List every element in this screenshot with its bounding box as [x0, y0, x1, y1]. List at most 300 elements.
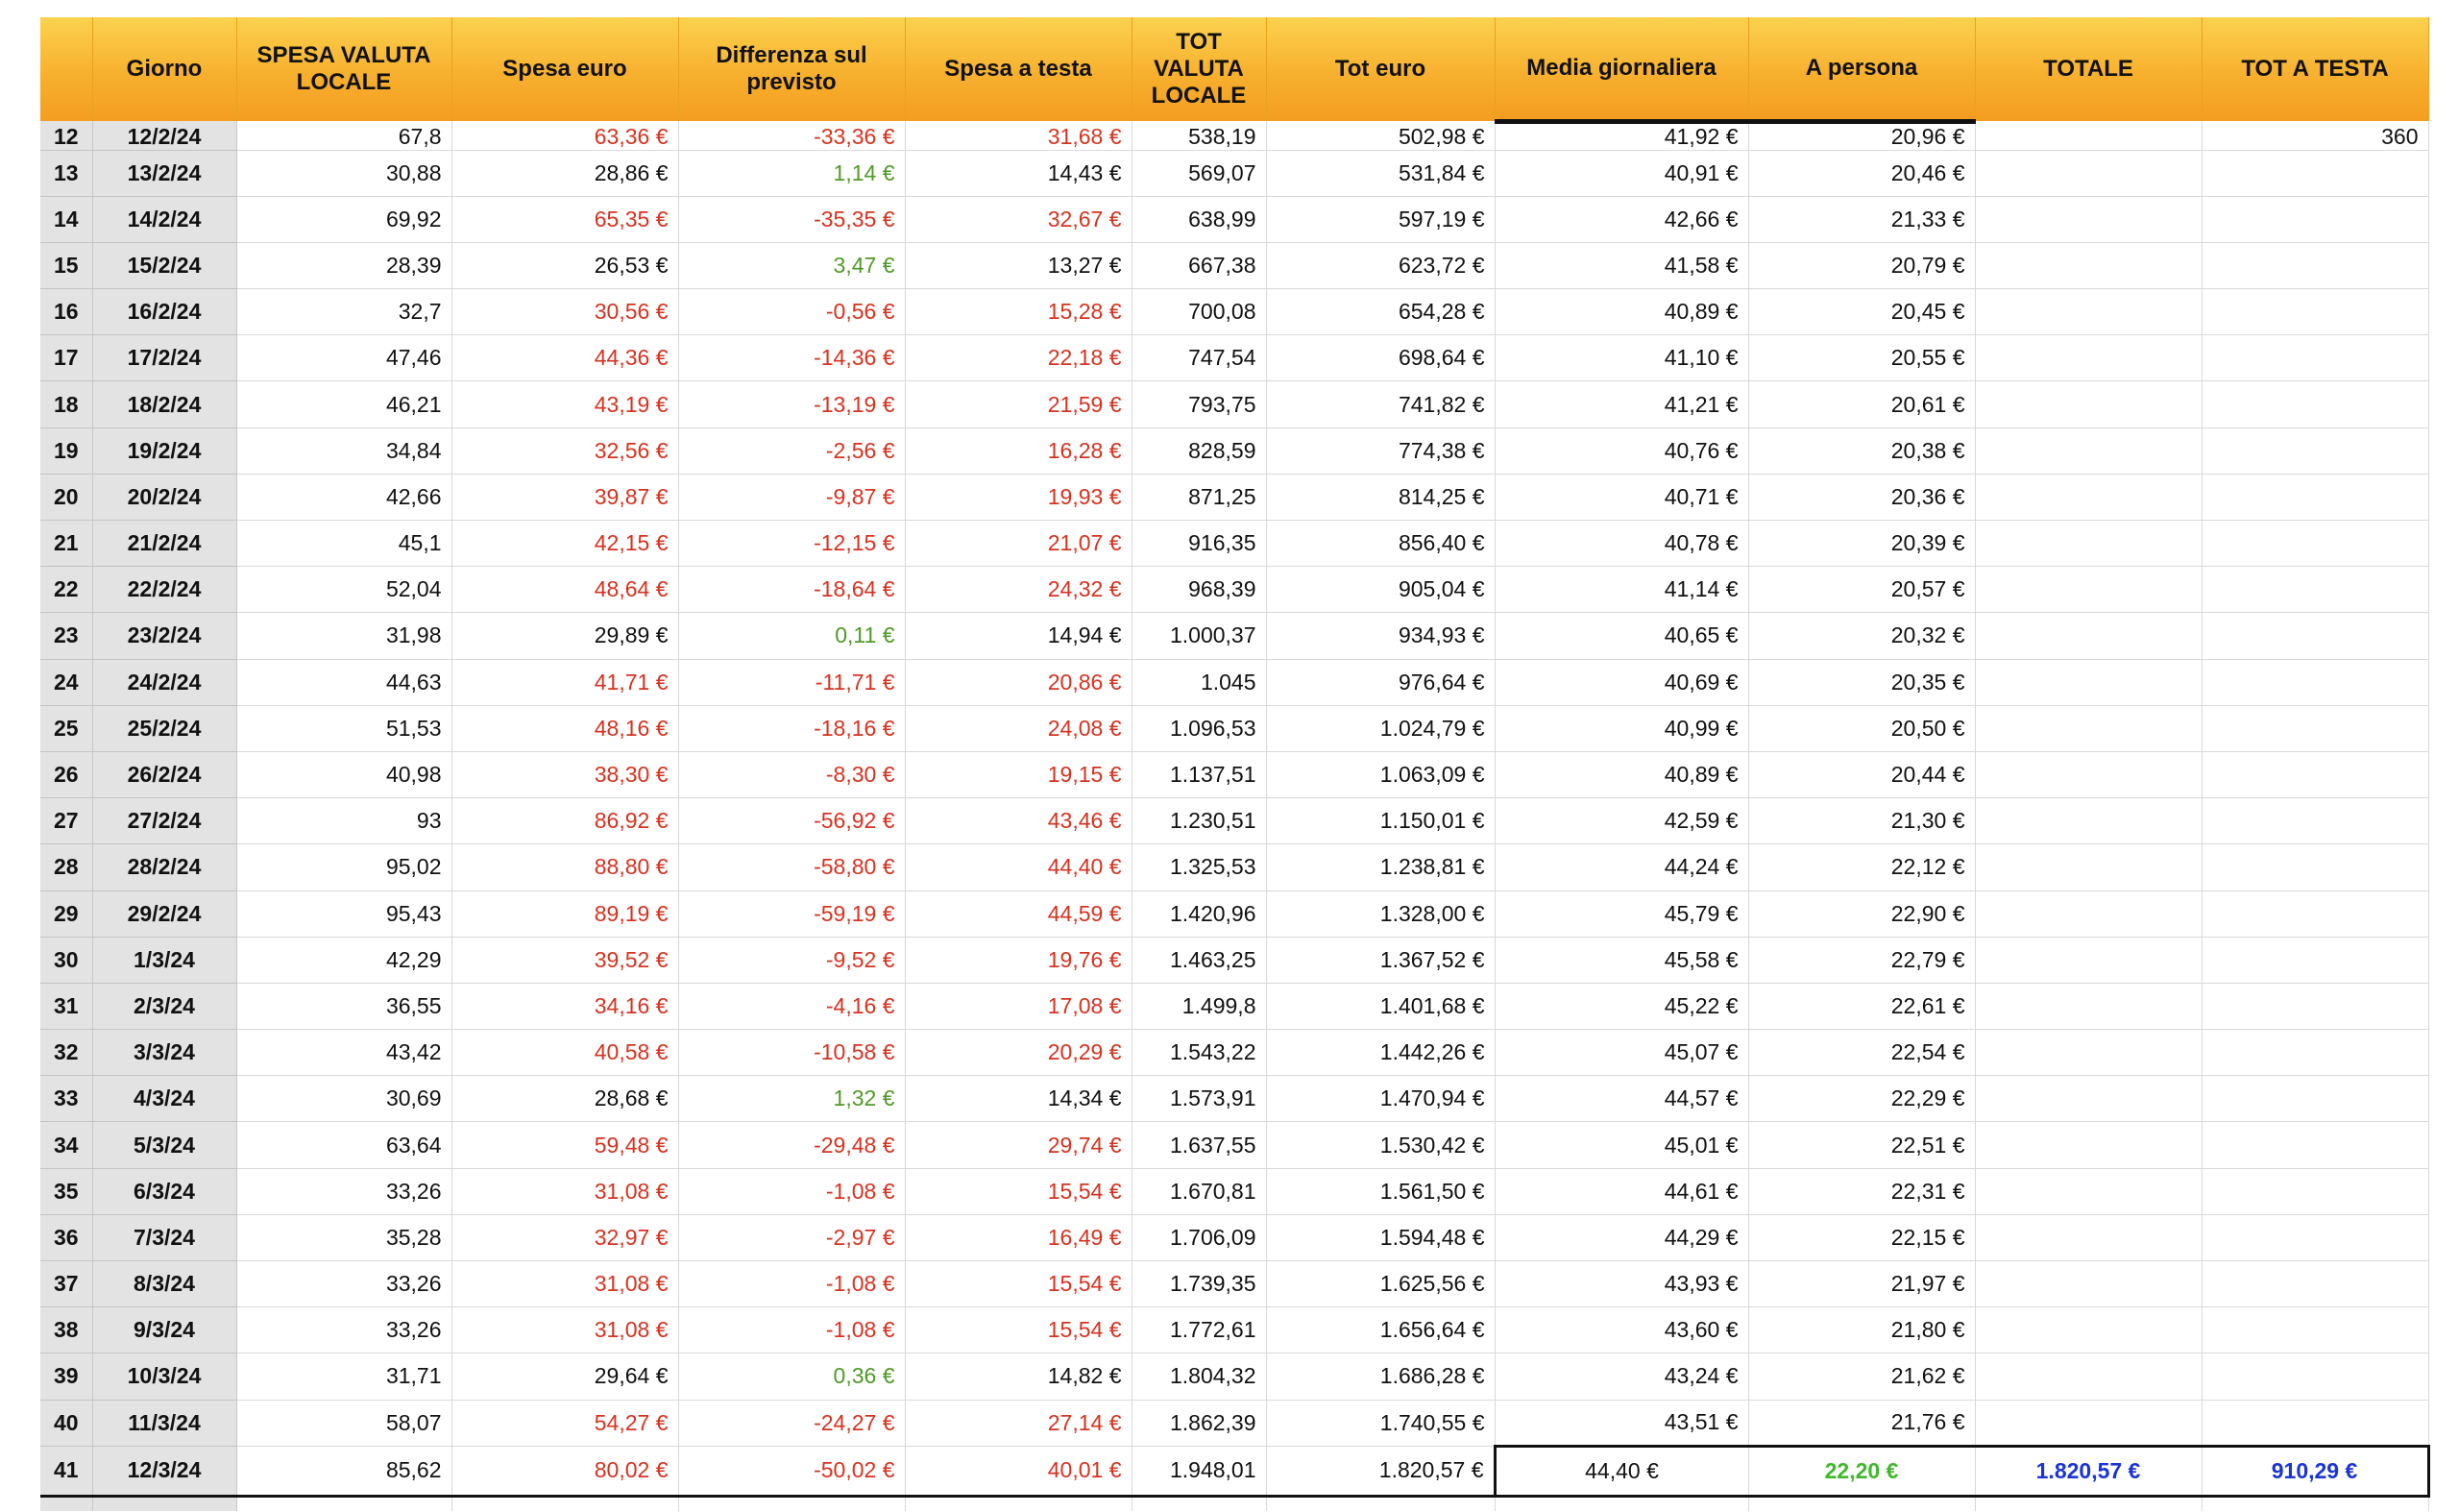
header-tot-euro[interactable]: Tot euro	[1266, 17, 1495, 121]
spesa-euro-cell[interactable]: 89,19 €	[451, 890, 678, 937]
tot-euro-cell[interactable]: 1.530,42 €	[1266, 1122, 1495, 1168]
row-number[interactable]: 19	[40, 427, 92, 474]
giorno-cell[interactable]: 12/3/24	[92, 1446, 236, 1496]
giorno-cell[interactable]: 23/2/24	[92, 613, 236, 659]
a-persona-cell[interactable]: 20,32 €	[1748, 613, 1975, 659]
empty-cell[interactable]	[1495, 1496, 1748, 1511]
spesa-euro-cell[interactable]: 29,89 €	[451, 613, 678, 659]
media-giornaliera-cell[interactable]: 41,14 €	[1495, 567, 1748, 613]
spesa-valuta-locale-cell[interactable]: 85,62	[236, 1446, 451, 1496]
spesa-euro-cell[interactable]: 28,86 €	[451, 150, 678, 196]
differenza-cell[interactable]: -56,92 €	[678, 798, 905, 844]
spesa-testa-cell[interactable]: 15,28 €	[905, 289, 1132, 335]
giorno-cell[interactable]: 5/3/24	[92, 1122, 236, 1168]
spesa-euro-cell[interactable]: 44,36 €	[451, 335, 678, 381]
tot-valuta-locale-cell[interactable]: 1.543,22	[1132, 1030, 1266, 1076]
totale-cell[interactable]	[1975, 1122, 2202, 1168]
giorno-cell[interactable]: 8/3/24	[92, 1261, 236, 1307]
empty-cell[interactable]	[40, 1496, 92, 1511]
a-persona-cell[interactable]: 22,54 €	[1748, 1030, 1975, 1076]
differenza-cell[interactable]: -8,30 €	[678, 751, 905, 797]
tot-a-testa-cell[interactable]	[2202, 1214, 2428, 1260]
row-number[interactable]: 14	[40, 196, 92, 242]
spesa-euro-cell[interactable]: 32,97 €	[451, 1214, 678, 1260]
media-giornaliera-cell[interactable]: 42,59 €	[1495, 798, 1748, 844]
spesa-testa-cell[interactable]: 15,54 €	[905, 1261, 1132, 1307]
giorno-cell[interactable]: 14/2/24	[92, 196, 236, 242]
tot-euro-cell[interactable]: 623,72 €	[1266, 242, 1495, 288]
differenza-cell[interactable]: -10,58 €	[678, 1030, 905, 1076]
spesa-testa-cell[interactable]: 32,67 €	[905, 196, 1132, 242]
header-spesa-euro[interactable]: Spesa euro	[451, 17, 678, 121]
differenza-cell[interactable]: 0,36 €	[678, 1353, 905, 1400]
spesa-testa-cell[interactable]: 14,34 €	[905, 1076, 1132, 1122]
spesa-testa-cell[interactable]: 44,59 €	[905, 890, 1132, 937]
spesa-euro-cell[interactable]: 28,68 €	[451, 1076, 678, 1122]
media-giornaliera-cell[interactable]: 40,89 €	[1495, 751, 1748, 797]
a-persona-cell[interactable]: 20,39 €	[1748, 521, 1975, 567]
row-number[interactable]: 31	[40, 983, 92, 1029]
spesa-valuta-locale-cell[interactable]: 33,26	[236, 1261, 451, 1307]
tot-valuta-locale-cell[interactable]: 1.325,53	[1132, 844, 1266, 890]
tot-a-testa-cell[interactable]	[2202, 427, 2428, 474]
spesa-euro-cell[interactable]: 31,08 €	[451, 1307, 678, 1353]
row-number[interactable]: 22	[40, 567, 92, 613]
spesa-valuta-locale-cell[interactable]: 47,46	[236, 335, 451, 381]
row-number[interactable]: 33	[40, 1076, 92, 1122]
totale-cell[interactable]	[1975, 983, 2202, 1029]
tot-valuta-locale-cell[interactable]: 1.637,55	[1132, 1122, 1266, 1168]
spesa-euro-cell[interactable]: 48,64 €	[451, 567, 678, 613]
totale-cell[interactable]	[1975, 1261, 2202, 1307]
totale-cell[interactable]	[1975, 242, 2202, 288]
tot-euro-cell[interactable]: 1.024,79 €	[1266, 705, 1495, 751]
a-persona-cell[interactable]: 21,97 €	[1748, 1261, 1975, 1307]
giorno-cell[interactable]: 19/2/24	[92, 427, 236, 474]
differenza-cell[interactable]: -58,80 €	[678, 844, 905, 890]
spesa-valuta-locale-cell[interactable]: 31,98	[236, 613, 451, 659]
tot-euro-cell[interactable]: 1.561,50 €	[1266, 1168, 1495, 1214]
tot-euro-cell[interactable]: 597,19 €	[1266, 196, 1495, 242]
a-persona-cell[interactable]: 20,45 €	[1748, 289, 1975, 335]
tot-a-testa-cell[interactable]	[2202, 567, 2428, 613]
spesa-testa-cell[interactable]: 19,15 €	[905, 751, 1132, 797]
row-number[interactable]: 26	[40, 751, 92, 797]
media-giornaliera-cell[interactable]: 41,10 €	[1495, 335, 1748, 381]
tot-euro-cell[interactable]: 1.401,68 €	[1266, 983, 1495, 1029]
header-tot-valuta-locale[interactable]: TOT VALUTA LOCALE	[1132, 17, 1266, 121]
totale-cell[interactable]	[1975, 196, 2202, 242]
spesa-valuta-locale-cell[interactable]: 30,69	[236, 1076, 451, 1122]
media-giornaliera-cell[interactable]: 45,22 €	[1495, 983, 1748, 1029]
media-giornaliera-cell[interactable]: 43,51 €	[1495, 1400, 1748, 1446]
tot-euro-cell[interactable]: 1.686,28 €	[1266, 1353, 1495, 1400]
spesa-euro-cell[interactable]: 59,48 €	[451, 1122, 678, 1168]
differenza-cell[interactable]: -1,08 €	[678, 1261, 905, 1307]
a-persona-cell[interactable]: 22,31 €	[1748, 1168, 1975, 1214]
spesa-testa-cell[interactable]: 16,49 €	[905, 1214, 1132, 1260]
giorno-cell[interactable]: 29/2/24	[92, 890, 236, 937]
tot-euro-cell[interactable]: 1.238,81 €	[1266, 844, 1495, 890]
tot-valuta-locale-cell[interactable]: 1.739,35	[1132, 1261, 1266, 1307]
differenza-cell[interactable]: 0,11 €	[678, 613, 905, 659]
empty-cell[interactable]	[905, 1496, 1132, 1511]
spesa-testa-cell[interactable]: 31,68 €	[905, 121, 1132, 150]
tot-valuta-locale-cell[interactable]: 1.420,96	[1132, 890, 1266, 937]
totale-cell[interactable]	[1975, 521, 2202, 567]
differenza-cell[interactable]: -9,87 €	[678, 474, 905, 520]
spesa-euro-cell[interactable]: 86,92 €	[451, 798, 678, 844]
row-number[interactable]: 21	[40, 521, 92, 567]
tot-euro-cell[interactable]: 654,28 €	[1266, 289, 1495, 335]
tot-a-testa-cell[interactable]: 360	[2202, 121, 2428, 150]
a-persona-cell[interactable]: 21,33 €	[1748, 196, 1975, 242]
empty-cell[interactable]	[451, 1496, 678, 1511]
a-persona-cell[interactable]: 22,61 €	[1748, 983, 1975, 1029]
totale-cell[interactable]	[1975, 121, 2202, 150]
spesa-euro-cell[interactable]: 26,53 €	[451, 242, 678, 288]
row-number[interactable]: 28	[40, 844, 92, 890]
tot-euro-cell[interactable]: 502,98 €	[1266, 121, 1495, 150]
spesa-valuta-locale-cell[interactable]: 51,53	[236, 705, 451, 751]
totale-cell[interactable]	[1975, 1214, 2202, 1260]
differenza-cell[interactable]: -35,35 €	[678, 196, 905, 242]
giorno-cell[interactable]: 24/2/24	[92, 659, 236, 705]
header-media-giornaliera[interactable]: Media giornaliera	[1495, 17, 1748, 121]
spesa-testa-cell[interactable]: 14,43 €	[905, 150, 1132, 196]
row-number[interactable]: 24	[40, 659, 92, 705]
media-giornaliera-cell[interactable]: 44,57 €	[1495, 1076, 1748, 1122]
spesa-valuta-locale-cell[interactable]: 58,07	[236, 1400, 451, 1446]
tot-euro-cell[interactable]: 934,93 €	[1266, 613, 1495, 659]
spesa-euro-cell[interactable]: 80,02 €	[451, 1446, 678, 1496]
tot-a-testa-cell[interactable]	[2202, 1353, 2428, 1400]
spesa-euro-cell[interactable]: 39,87 €	[451, 474, 678, 520]
spesa-valuta-locale-cell[interactable]: 95,43	[236, 890, 451, 937]
spesa-euro-cell[interactable]: 43,19 €	[451, 381, 678, 427]
spesa-testa-cell[interactable]: 27,14 €	[905, 1400, 1132, 1446]
header-spesa-valuta-locale[interactable]: SPESA VALUTA LOCALE	[236, 17, 451, 121]
spesa-valuta-locale-cell[interactable]: 32,7	[236, 289, 451, 335]
spesa-valuta-locale-cell[interactable]: 28,39	[236, 242, 451, 288]
spesa-valuta-locale-cell[interactable]: 34,84	[236, 427, 451, 474]
row-number[interactable]: 40	[40, 1400, 92, 1446]
differenza-cell[interactable]: -29,48 €	[678, 1122, 905, 1168]
spesa-euro-cell[interactable]: 29,64 €	[451, 1353, 678, 1400]
tot-valuta-locale-cell[interactable]: 1.137,51	[1132, 751, 1266, 797]
differenza-cell[interactable]: -18,64 €	[678, 567, 905, 613]
media-giornaliera-cell[interactable]: 41,58 €	[1495, 242, 1748, 288]
tot-euro-cell[interactable]: 976,64 €	[1266, 659, 1495, 705]
tot-valuta-locale-cell[interactable]: 871,25	[1132, 474, 1266, 520]
tot-euro-cell[interactable]: 1.625,56 €	[1266, 1261, 1495, 1307]
giorno-cell[interactable]: 2/3/24	[92, 983, 236, 1029]
row-number[interactable]: 15	[40, 242, 92, 288]
tot-euro-cell[interactable]: 1.820,57 €	[1266, 1446, 1495, 1496]
tot-a-testa-cell[interactable]	[2202, 798, 2428, 844]
spesa-testa-cell[interactable]: 44,40 €	[905, 844, 1132, 890]
spesa-valuta-locale-cell[interactable]: 36,55	[236, 983, 451, 1029]
media-giornaliera-cell[interactable]: 40,65 €	[1495, 613, 1748, 659]
empty-cell[interactable]	[236, 1496, 451, 1511]
media-giornaliera-cell[interactable]: 40,91 €	[1495, 150, 1748, 196]
giorno-cell[interactable]: 4/3/24	[92, 1076, 236, 1122]
media-giornaliera-cell[interactable]: 43,24 €	[1495, 1353, 1748, 1400]
tot-euro-cell[interactable]: 1.740,55 €	[1266, 1400, 1495, 1446]
differenza-cell[interactable]: -1,08 €	[678, 1168, 905, 1214]
row-number[interactable]: 17	[40, 335, 92, 381]
tot-valuta-locale-cell[interactable]: 1.772,61	[1132, 1307, 1266, 1353]
a-persona-cell[interactable]: 22,15 €	[1748, 1214, 1975, 1260]
spesa-valuta-locale-cell[interactable]: 93	[236, 798, 451, 844]
spesa-euro-cell[interactable]: 31,08 €	[451, 1261, 678, 1307]
tot-euro-cell[interactable]: 905,04 €	[1266, 567, 1495, 613]
differenza-cell[interactable]: -4,16 €	[678, 983, 905, 1029]
tot-euro-cell[interactable]: 856,40 €	[1266, 521, 1495, 567]
giorno-cell[interactable]: 9/3/24	[92, 1307, 236, 1353]
spesa-testa-cell[interactable]: 21,59 €	[905, 381, 1132, 427]
totale-cell[interactable]: 1.820,57 €	[1975, 1446, 2202, 1496]
media-giornaliera-cell[interactable]: 40,89 €	[1495, 289, 1748, 335]
tot-a-testa-cell[interactable]	[2202, 890, 2428, 937]
row-number[interactable]: 34	[40, 1122, 92, 1168]
media-giornaliera-cell[interactable]: 40,99 €	[1495, 705, 1748, 751]
spesa-euro-cell[interactable]: 40,58 €	[451, 1030, 678, 1076]
totale-cell[interactable]	[1975, 937, 2202, 983]
header-giorno[interactable]: Giorno	[92, 17, 236, 121]
row-number[interactable]: 25	[40, 705, 92, 751]
media-giornaliera-cell[interactable]: 43,93 €	[1495, 1261, 1748, 1307]
empty-cell[interactable]	[1132, 1496, 1266, 1511]
differenza-cell[interactable]: -24,27 €	[678, 1400, 905, 1446]
differenza-cell[interactable]: -14,36 €	[678, 335, 905, 381]
totale-cell[interactable]	[1975, 659, 2202, 705]
spesa-euro-cell[interactable]: 31,08 €	[451, 1168, 678, 1214]
giorno-cell[interactable]: 6/3/24	[92, 1168, 236, 1214]
row-number[interactable]: 12	[40, 121, 92, 150]
giorno-cell[interactable]: 25/2/24	[92, 705, 236, 751]
tot-valuta-locale-cell[interactable]: 1.948,01	[1132, 1446, 1266, 1496]
row-number[interactable]: 41	[40, 1446, 92, 1496]
spesa-valuta-locale-cell[interactable]: 44,63	[236, 659, 451, 705]
giorno-cell[interactable]: 15/2/24	[92, 242, 236, 288]
tot-a-testa-cell[interactable]	[2202, 983, 2428, 1029]
media-giornaliera-cell[interactable]: 45,79 €	[1495, 890, 1748, 937]
tot-valuta-locale-cell[interactable]: 1.706,09	[1132, 1214, 1266, 1260]
tot-euro-cell[interactable]: 1.150,01 €	[1266, 798, 1495, 844]
header-totale[interactable]: TOTALE	[1975, 17, 2202, 121]
giorno-cell[interactable]: 21/2/24	[92, 521, 236, 567]
a-persona-cell[interactable]: 22,90 €	[1748, 890, 1975, 937]
giorno-cell[interactable]: 27/2/24	[92, 798, 236, 844]
empty-cell[interactable]	[92, 1496, 236, 1511]
a-persona-cell[interactable]: 21,62 €	[1748, 1353, 1975, 1400]
header-differenza[interactable]: Differenza sul previsto	[678, 17, 905, 121]
spesa-testa-cell[interactable]: 20,29 €	[905, 1030, 1132, 1076]
a-persona-cell[interactable]: 21,76 €	[1748, 1400, 1975, 1446]
spesa-valuta-locale-cell[interactable]: 42,29	[236, 937, 451, 983]
differenza-cell[interactable]: -50,02 €	[678, 1446, 905, 1496]
row-number[interactable]: 20	[40, 474, 92, 520]
differenza-cell[interactable]: -33,36 €	[678, 121, 905, 150]
media-giornaliera-cell[interactable]: 40,76 €	[1495, 427, 1748, 474]
tot-valuta-locale-cell[interactable]: 828,59	[1132, 427, 1266, 474]
spesa-valuta-locale-cell[interactable]: 35,28	[236, 1214, 451, 1260]
media-giornaliera-cell[interactable]: 44,61 €	[1495, 1168, 1748, 1214]
tot-a-testa-cell[interactable]	[2202, 705, 2428, 751]
giorno-cell[interactable]: 28/2/24	[92, 844, 236, 890]
spesa-valuta-locale-cell[interactable]: 43,42	[236, 1030, 451, 1076]
tot-a-testa-cell[interactable]	[2202, 289, 2428, 335]
spesa-euro-cell[interactable]: 39,52 €	[451, 937, 678, 983]
row-number[interactable]: 13	[40, 150, 92, 196]
tot-valuta-locale-cell[interactable]: 638,99	[1132, 196, 1266, 242]
totale-cell[interactable]	[1975, 567, 2202, 613]
tot-valuta-locale-cell[interactable]: 1.045	[1132, 659, 1266, 705]
row-number[interactable]: 29	[40, 890, 92, 937]
a-persona-cell[interactable]: 22,79 €	[1748, 937, 1975, 983]
tot-euro-cell[interactable]: 1.656,64 €	[1266, 1307, 1495, 1353]
giorno-cell[interactable]: 12/2/24	[92, 121, 236, 150]
spesa-testa-cell[interactable]: 17,08 €	[905, 983, 1132, 1029]
totale-cell[interactable]	[1975, 474, 2202, 520]
a-persona-cell[interactable]: 22,29 €	[1748, 1076, 1975, 1122]
tot-a-testa-cell[interactable]	[2202, 1030, 2428, 1076]
differenza-cell[interactable]: -2,97 €	[678, 1214, 905, 1260]
media-giornaliera-cell[interactable]: 42,66 €	[1495, 196, 1748, 242]
tot-valuta-locale-cell[interactable]: 1.000,37	[1132, 613, 1266, 659]
a-persona-cell[interactable]: 22,20 €	[1748, 1446, 1975, 1496]
totale-cell[interactable]	[1975, 613, 2202, 659]
tot-valuta-locale-cell[interactable]: 667,38	[1132, 242, 1266, 288]
totale-cell[interactable]	[1975, 705, 2202, 751]
media-giornaliera-cell[interactable]: 44,29 €	[1495, 1214, 1748, 1260]
spesa-testa-cell[interactable]: 14,82 €	[905, 1353, 1132, 1400]
spesa-euro-cell[interactable]: 34,16 €	[451, 983, 678, 1029]
spesa-euro-cell[interactable]: 48,16 €	[451, 705, 678, 751]
tot-valuta-locale-cell[interactable]: 1.230,51	[1132, 798, 1266, 844]
totale-cell[interactable]	[1975, 381, 2202, 427]
a-persona-cell[interactable]: 22,51 €	[1748, 1122, 1975, 1168]
media-giornaliera-cell[interactable]: 45,58 €	[1495, 937, 1748, 983]
spesa-testa-cell[interactable]: 19,93 €	[905, 474, 1132, 520]
totale-cell[interactable]	[1975, 1353, 2202, 1400]
spesa-testa-cell[interactable]: 20,86 €	[905, 659, 1132, 705]
tot-euro-cell[interactable]: 698,64 €	[1266, 335, 1495, 381]
spesa-valuta-locale-cell[interactable]: 42,66	[236, 474, 451, 520]
row-number[interactable]: 27	[40, 798, 92, 844]
tot-a-testa-cell[interactable]: 910,29 €	[2202, 1446, 2428, 1496]
spesa-testa-cell[interactable]: 29,74 €	[905, 1122, 1132, 1168]
tot-a-testa-cell[interactable]	[2202, 242, 2428, 288]
media-giornaliera-cell[interactable]: 40,71 €	[1495, 474, 1748, 520]
a-persona-cell[interactable]: 20,96 €	[1748, 121, 1975, 150]
tot-valuta-locale-cell[interactable]: 1.463,25	[1132, 937, 1266, 983]
totale-cell[interactable]	[1975, 1307, 2202, 1353]
a-persona-cell[interactable]: 21,30 €	[1748, 798, 1975, 844]
row-number[interactable]: 18	[40, 381, 92, 427]
giorno-cell[interactable]: 10/3/24	[92, 1353, 236, 1400]
tot-a-testa-cell[interactable]	[2202, 150, 2428, 196]
tot-a-testa-cell[interactable]	[2202, 1122, 2428, 1168]
spesa-valuta-locale-cell[interactable]: 33,26	[236, 1168, 451, 1214]
spesa-euro-cell[interactable]: 88,80 €	[451, 844, 678, 890]
totale-cell[interactable]	[1975, 798, 2202, 844]
tot-a-testa-cell[interactable]	[2202, 1307, 2428, 1353]
media-giornaliera-cell[interactable]: 45,07 €	[1495, 1030, 1748, 1076]
giorno-cell[interactable]: 17/2/24	[92, 335, 236, 381]
media-giornaliera-cell[interactable]: 45,01 €	[1495, 1122, 1748, 1168]
totale-cell[interactable]	[1975, 844, 2202, 890]
tot-valuta-locale-cell[interactable]: 968,39	[1132, 567, 1266, 613]
giorno-cell[interactable]: 22/2/24	[92, 567, 236, 613]
tot-a-testa-cell[interactable]	[2202, 937, 2428, 983]
totale-cell[interactable]	[1975, 1168, 2202, 1214]
tot-valuta-locale-cell[interactable]: 569,07	[1132, 150, 1266, 196]
totale-cell[interactable]	[1975, 890, 2202, 937]
tot-a-testa-cell[interactable]	[2202, 1076, 2428, 1122]
totale-cell[interactable]	[1975, 150, 2202, 196]
row-number[interactable]: 39	[40, 1353, 92, 1400]
spesa-valuta-locale-cell[interactable]: 40,98	[236, 751, 451, 797]
tot-a-testa-cell[interactable]	[2202, 381, 2428, 427]
a-persona-cell[interactable]: 20,61 €	[1748, 381, 1975, 427]
a-persona-cell[interactable]: 20,50 €	[1748, 705, 1975, 751]
a-persona-cell[interactable]: 20,38 €	[1748, 427, 1975, 474]
tot-valuta-locale-cell[interactable]: 1.804,32	[1132, 1353, 1266, 1400]
differenza-cell[interactable]: -0,56 €	[678, 289, 905, 335]
spesa-valuta-locale-cell[interactable]: 69,92	[236, 196, 451, 242]
spesa-testa-cell[interactable]: 13,27 €	[905, 242, 1132, 288]
spesa-euro-cell[interactable]: 32,56 €	[451, 427, 678, 474]
differenza-cell[interactable]: -18,16 €	[678, 705, 905, 751]
tot-valuta-locale-cell[interactable]: 1.573,91	[1132, 1076, 1266, 1122]
spesa-testa-cell[interactable]: 24,08 €	[905, 705, 1132, 751]
tot-a-testa-cell[interactable]	[2202, 751, 2428, 797]
spesa-testa-cell[interactable]: 40,01 €	[905, 1446, 1132, 1496]
empty-cell[interactable]	[2202, 1496, 2428, 1511]
media-giornaliera-cell[interactable]: 40,69 €	[1495, 659, 1748, 705]
tot-a-testa-cell[interactable]	[2202, 659, 2428, 705]
totale-cell[interactable]	[1975, 1076, 2202, 1122]
tot-a-testa-cell[interactable]	[2202, 844, 2428, 890]
media-giornaliera-cell[interactable]: 41,21 €	[1495, 381, 1748, 427]
header-rownum[interactable]	[40, 17, 92, 121]
tot-valuta-locale-cell[interactable]: 1.096,53	[1132, 705, 1266, 751]
spesa-testa-cell[interactable]: 22,18 €	[905, 335, 1132, 381]
row-number[interactable]: 35	[40, 1168, 92, 1214]
differenza-cell[interactable]: -12,15 €	[678, 521, 905, 567]
tot-valuta-locale-cell[interactable]: 793,75	[1132, 381, 1266, 427]
tot-a-testa-cell[interactable]	[2202, 613, 2428, 659]
differenza-cell[interactable]: -9,52 €	[678, 937, 905, 983]
spesa-valuta-locale-cell[interactable]: 67,8	[236, 121, 451, 150]
spesa-valuta-locale-cell[interactable]: 63,64	[236, 1122, 451, 1168]
tot-euro-cell[interactable]: 1.063,09 €	[1266, 751, 1495, 797]
spesa-valuta-locale-cell[interactable]: 95,02	[236, 844, 451, 890]
row-number[interactable]: 37	[40, 1261, 92, 1307]
tot-euro-cell[interactable]: 814,25 €	[1266, 474, 1495, 520]
giorno-cell[interactable]: 18/2/24	[92, 381, 236, 427]
differenza-cell[interactable]: -11,71 €	[678, 659, 905, 705]
spesa-valuta-locale-cell[interactable]: 33,26	[236, 1307, 451, 1353]
totale-cell[interactable]	[1975, 1400, 2202, 1446]
tot-a-testa-cell[interactable]	[2202, 335, 2428, 381]
spesa-euro-cell[interactable]: 38,30 €	[451, 751, 678, 797]
media-giornaliera-cell[interactable]: 40,78 €	[1495, 521, 1748, 567]
giorno-cell[interactable]: 13/2/24	[92, 150, 236, 196]
tot-valuta-locale-cell[interactable]: 916,35	[1132, 521, 1266, 567]
